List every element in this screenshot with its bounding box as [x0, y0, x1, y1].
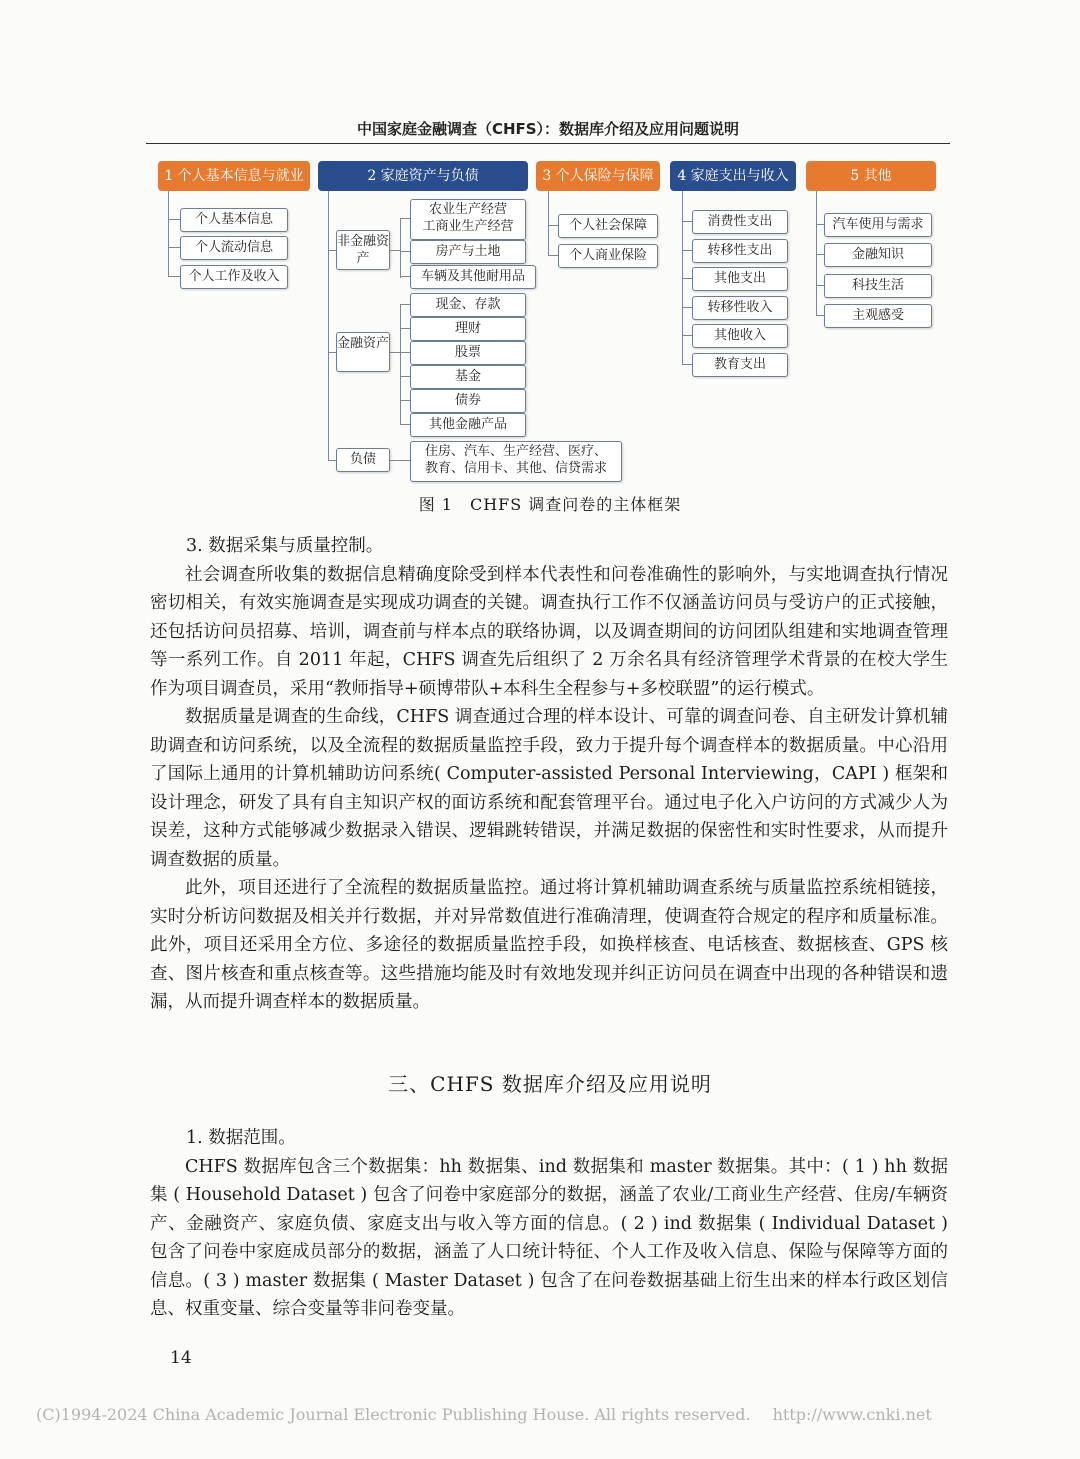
leaf-item: 个人社会保障 [558, 214, 658, 238]
leaf-item: 金融知识 [824, 243, 932, 267]
connector [548, 191, 549, 255]
connector [816, 285, 824, 286]
leaf-item: 农业生产经营 工商业生产经营 [410, 199, 526, 240]
leaf-item: 股票 [410, 341, 526, 365]
group-label: 非金融资产 [336, 230, 390, 270]
category-5-header: 5 其他 [806, 161, 936, 191]
leaf-item: 个人商业保险 [558, 244, 658, 268]
connector [400, 251, 410, 252]
category-1-header: 1 个人基本信息与就业 [158, 161, 310, 191]
leaf-item: 其他金融产品 [410, 413, 526, 437]
leaf-item: 消费性支出 [692, 210, 788, 234]
connector [400, 276, 410, 277]
connector [682, 364, 692, 365]
category-3-header: 3 个人保险与保障 [536, 161, 660, 191]
connector [328, 191, 329, 461]
connector [328, 352, 336, 353]
header-rule [146, 143, 950, 144]
connector [816, 315, 824, 316]
body-section-b [150, 1124, 948, 1324]
copyright-footer [36, 1405, 936, 1424]
leaf-item: 基金 [410, 365, 526, 389]
leaf-item: 债券 [410, 389, 526, 413]
connector [400, 376, 410, 377]
paragraph: 社会调查所收集的数据信息精确度除受到样本代表性和问卷准确性的影响外，与实地调查执行情况密切相关，有效实施调查是实现成功调查的关键。调查执行工作不仅涵盖访问员与受访户的正式接触，还包括访问员招募、培训，调查前与样本点的联络协调，以及调查期间的访问团队组建和实地调查管理等一系列工作。自 2011 年起，CHFS 调查先后组织了 2 万余名具有经济管理学术背景的在校大学生作为项目调查员，采用“教师指导+硕博带队+本科生全程参与+多校联盟”的运行模式。 [150, 564, 948, 699]
connector [168, 191, 169, 277]
framework-figure [150, 158, 950, 488]
body-section-a [150, 532, 948, 1017]
running-head: 中国家庭金融调查（CHFS）：数据库介绍及应用问题说明 [356, 120, 740, 138]
connector [400, 424, 410, 425]
subsection-heading: 1. 数据范围。 [186, 1128, 296, 1148]
section-title: 三、CHFS 数据库介绍及应用说明 [388, 1072, 712, 1096]
connector [400, 304, 401, 424]
paragraph: 此外，项目还进行了全流程的数据质量监控。通过将计算机辅助调查系统与质量监控系统相链接，实时分析访问数据及相关并行数据，并对异常数值进行准确清理，使调查符合规定的程序和质量标准。此外，项目还采用全方位、多途径的数据质量监控手段，如换样核查、电话核查、数据核查、GPS 核查、图片核查和重点核查等。这些措施均能及时有效地发现并纠正访问员在调查中出现的各种错误和遗漏，从而提升调查样本的数据质量。 [150, 878, 948, 1012]
group-label: 负债 [336, 448, 390, 472]
connector [682, 250, 692, 251]
connector [682, 335, 692, 336]
leaf-item: 理财 [410, 317, 526, 341]
connector [682, 278, 692, 279]
connector [400, 400, 410, 401]
leaf-item: 个人基本信息 [180, 208, 288, 232]
connector [816, 191, 817, 315]
connector [400, 328, 410, 329]
connector [400, 352, 410, 353]
connector [390, 250, 400, 251]
leaf-item: 转移性收入 [692, 296, 788, 320]
connector [816, 254, 824, 255]
leaf-item: 车辆及其他耐用品 [410, 265, 536, 289]
connector [682, 307, 692, 308]
leaf-item: 转移性支出 [692, 239, 788, 263]
leaf-item: 汽车使用与需求 [824, 213, 932, 237]
connector [548, 225, 558, 226]
connector [328, 250, 336, 251]
connector [816, 224, 824, 225]
group-label: 金融资产 [336, 332, 390, 372]
connector [400, 218, 401, 278]
paragraph: 数据质量是调查的生命线，CHFS 调查通过合理的样本设计、可靠的调查问卷、自主研发计算机辅助调查和访问系统，以及全流程的数据质量监控手段，致力于提升每个调查样本的数据质量。中心沿用了国际上通用的计算机辅助访问系统( Computer-assisted Personal Interviewing，CAPI ) 框架和设计理念，研发了具有自主知识产权的面访系统和配套管理平台。通过电子化入户访问的方式减少人为误差，这种方式能够减少数据录入错误、逻辑跳转错误，并满足数据的保密性和实时性要求，从而提升调查数据的质量。 [150, 707, 948, 870]
paragraph: CHFS 数据库包含三个数据集：hh 数据集、ind 数据集和 master 数据集。其中：( 1 ) hh 数据集 ( Household Dataset ) 包含了问卷中家庭部分的数据，涵盖了农业/工商业生产经营、住房/车辆资产、金融资产、家庭负债、家庭支出与收入等方面的信息。( 2 ) ind 数据集 ( Individual Dataset ) 包含了问卷中家庭成员部分的数据，涵盖了人口统计特征、个人工作及收入信息、保险与保障等方面的信息。( 3 ) master 数据集 ( Master Dataset ) 包含了在问卷数据基础上衍生出来的样本行政区划信息、权重变量、综合变量等非问卷变量。 [150, 1156, 948, 1319]
connector [682, 221, 692, 222]
leaf-item: 房产与土地 [410, 240, 526, 264]
connector [400, 304, 410, 305]
page-number: 14 [170, 1348, 192, 1368]
leaf-item: 其他支出 [692, 267, 788, 291]
connector [168, 247, 180, 248]
leaf-item: 住房、汽车、生产经营、医疗、 教育、信用卡、其他、信贷需求 [410, 441, 622, 482]
connector [390, 460, 410, 461]
leaf-item: 现金、存款 [410, 293, 526, 317]
connector [168, 219, 180, 220]
copyright-text: (C)1994-2024 China Academic Journal Electronic Publishing House. All rights reserved. [36, 1405, 751, 1424]
leaf-item: 个人流动信息 [180, 236, 288, 260]
leaf-item: 个人工作及收入 [180, 265, 288, 289]
subsection-heading: 3. 数据采集与质量控制。 [186, 536, 384, 556]
connector [390, 352, 400, 353]
category-4-header: 4 家庭支出与收入 [670, 161, 796, 191]
connector [548, 255, 558, 256]
leaf-item: 教育支出 [692, 353, 788, 377]
connector [328, 460, 336, 461]
connector [400, 218, 410, 219]
connector [168, 276, 180, 277]
footer-url[interactable]: http://www.cnki.net [772, 1405, 932, 1424]
leaf-item: 科技生活 [824, 274, 932, 298]
category-2-header: 2 家庭资产与负债 [318, 161, 528, 191]
leaf-item: 其他收入 [692, 324, 788, 348]
leaf-item: 主观感受 [824, 304, 932, 328]
figure-caption: 图 1 CHFS 调查问卷的主体框架 [418, 495, 682, 514]
